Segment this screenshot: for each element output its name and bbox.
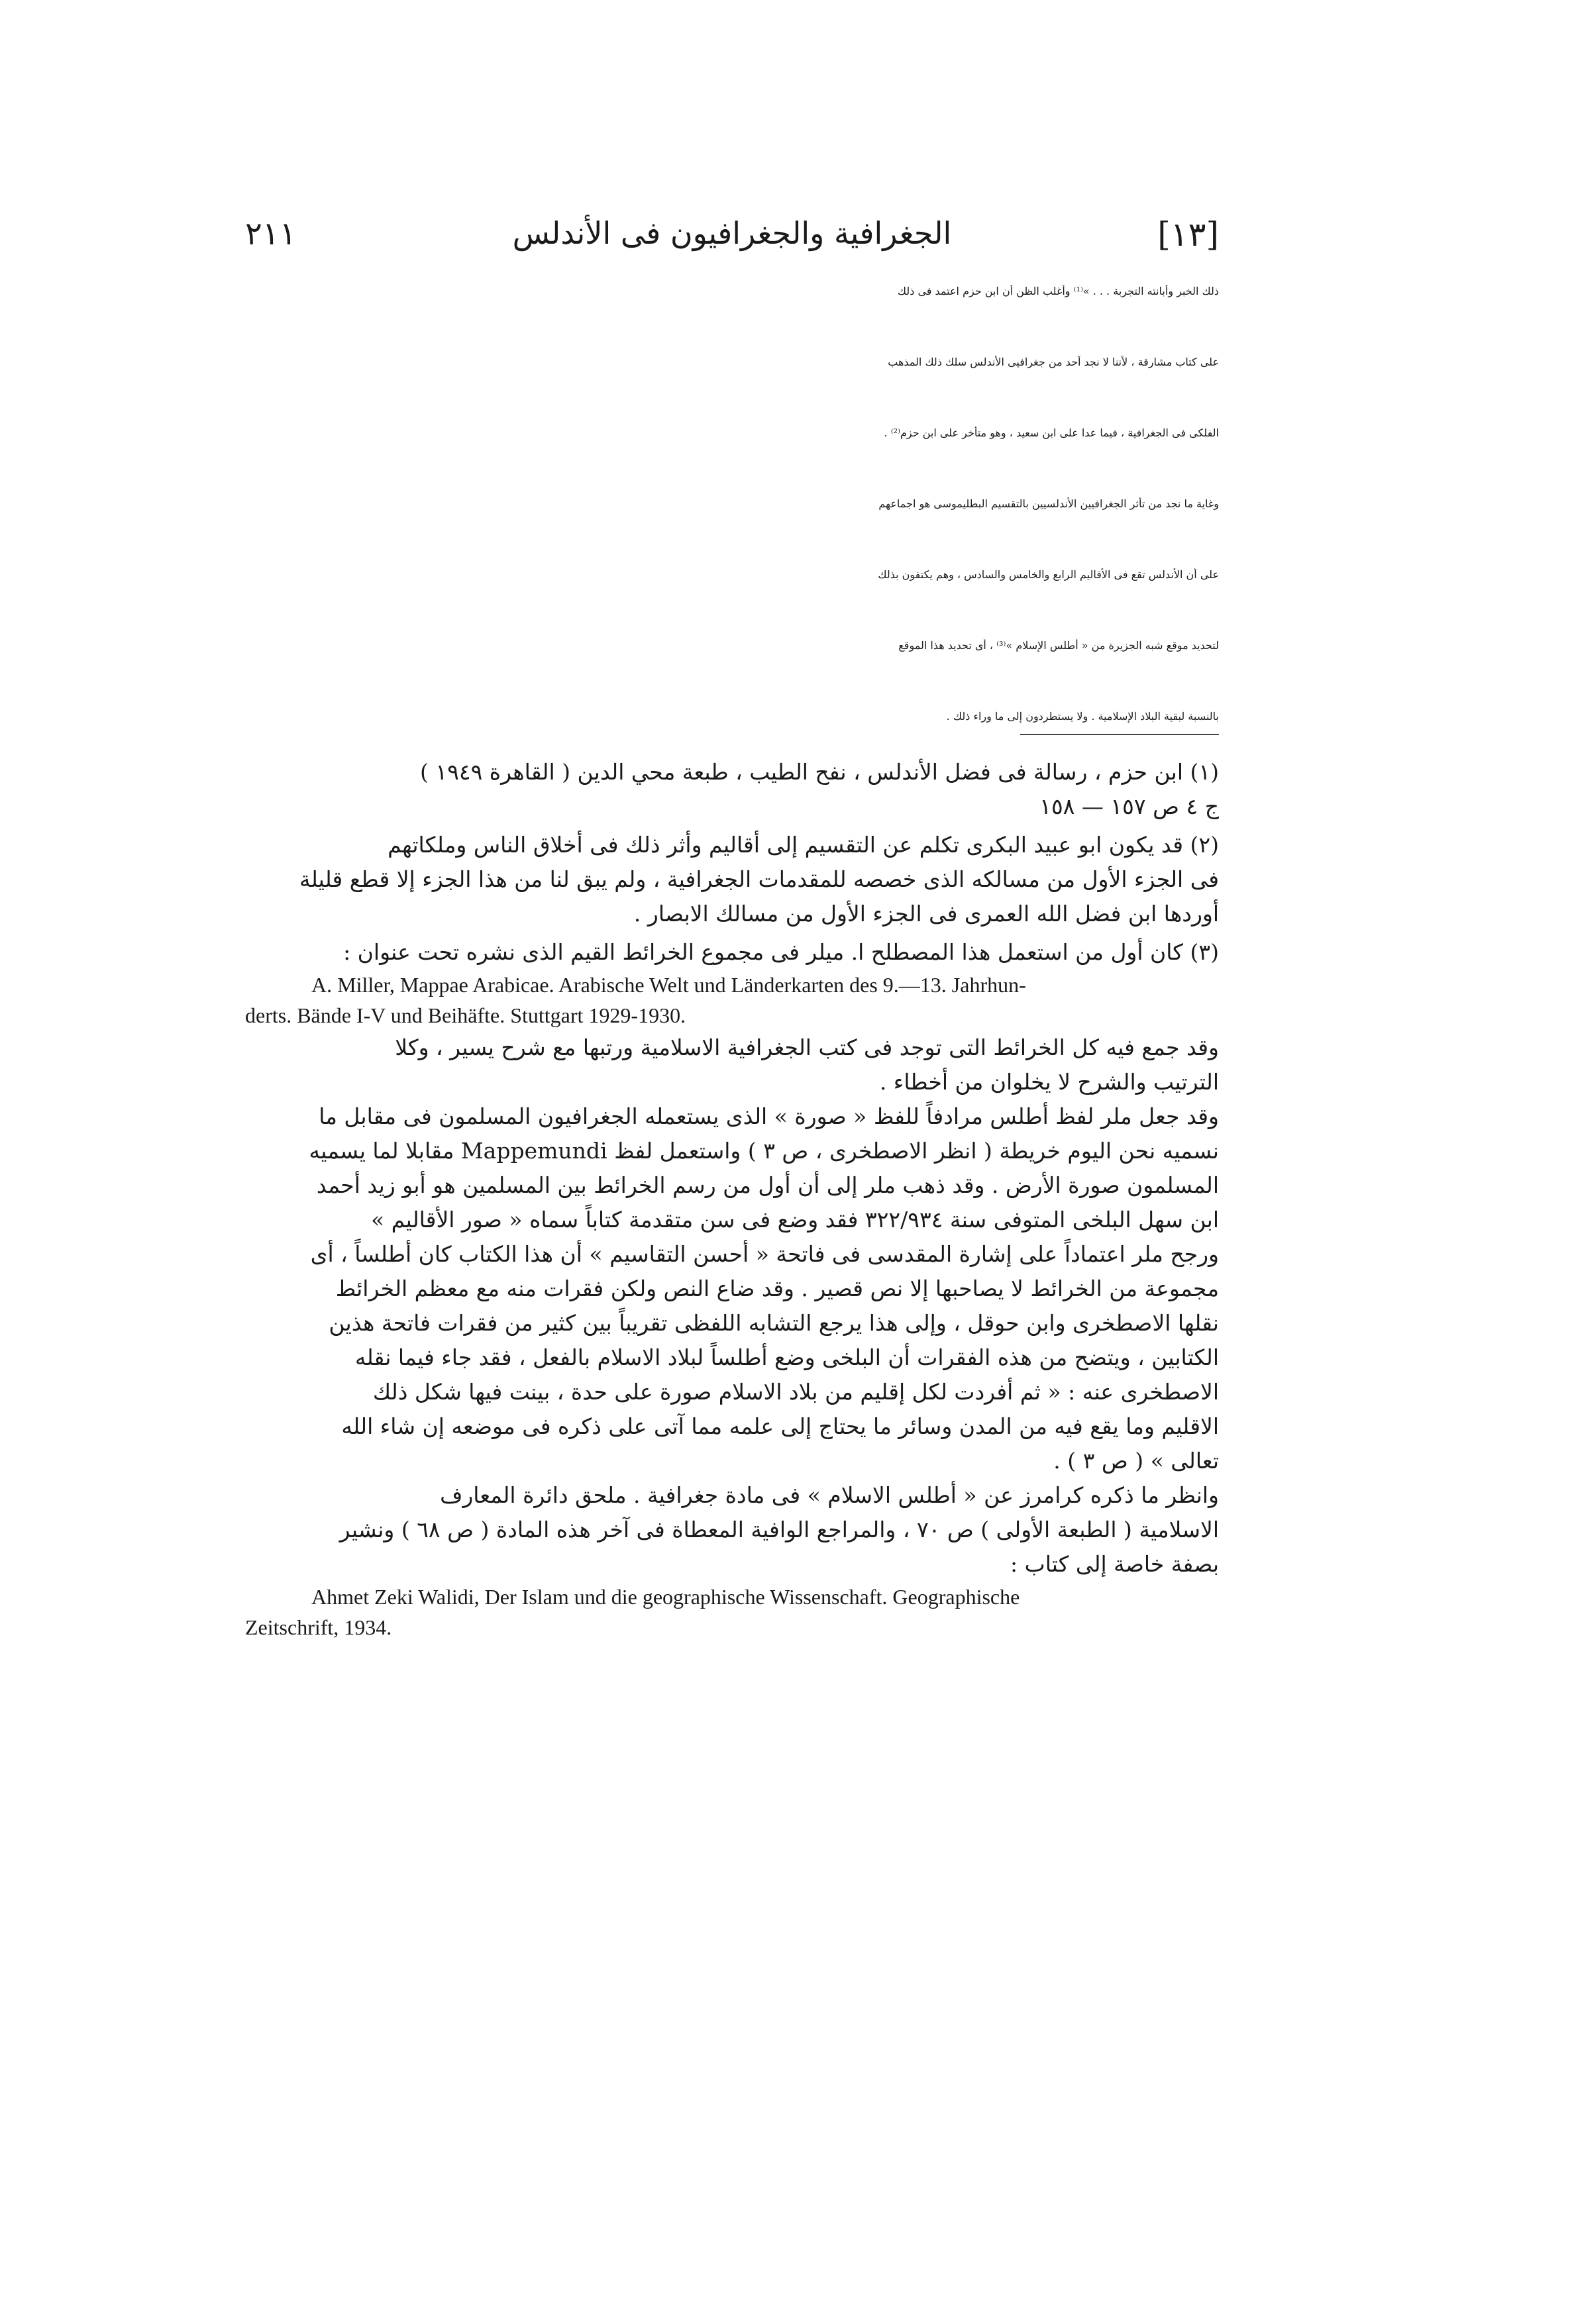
footnote-3-line: وانظر ما ذكره كرامرز عن « أطلس الاسلام » فى مادة جغرافية . ملحق دائرة المعارف — [440, 1482, 1219, 1508]
footnote-1-line: ج ٤ ص ١٥٧ — ١٥٨ — [1039, 793, 1219, 819]
body-line: ذلك الخبر وأبانته التجربة . . . »⁽¹⁾ وأغلب الظن أن ابن حزم اعتمد فى ذلك — [897, 285, 1219, 297]
main-text — [245, 285, 1219, 781]
footnote-3-line: مجموعة من الخرائط لا يصاحبها إلا نص قصير . وقد ضاع النص ولكن فقرات منه مع معظم الخرائط — [335, 1276, 1219, 1301]
footnote-3-line: وقد جمع فيه كل الخرائط التى توجد فى كتب الجغرافية الاسلامية ورتبها مع شرح يسير ، وكلا — [395, 1035, 1219, 1060]
body-line: بالنسبة لبقية البلاد الإسلامية . ولا يستطردون إلى ما وراء ذلك . — [946, 710, 1219, 723]
footnote-3-line: نقلها الاصطخرى وابن حوقل ، وإلى هذا يرجع التشابه اللفظى تقريباً بين كثير من فقرات فاتحة هذين — [329, 1310, 1219, 1336]
body-line: وغاية ما نجد من تأثر الجغرافيين الأندلسيين بالتقسيم البطليموسى هو اجماعهم — [878, 497, 1219, 510]
footnote-2-line: (٢) قد يكون ابو عبيد البكرى تكلم عن التقسيم إلى أقاليم وأثر ذلك فى أخلاق الناس وملكاتهم — [388, 832, 1219, 858]
footnote-3-line: وقد جعل ملر لفظ أطلس مرادفاً للفظ « صورة » الذى يستعمله الجغرافيون المسلمون فى مقابل ما — [319, 1103, 1219, 1129]
body-line: على أن الأندلس تقع فى الأقاليم الرابع والخامس والسادس ، وهم يكتفون بذلك — [878, 568, 1219, 581]
footnote-3-latin-ref: derts. Bände I-V und Beihäfte. Stuttgart 1929-1930. — [245, 1003, 686, 1027]
footnote-3-line: الاصطخرى عنه : « ثم أفردت لكل إقليم من بلاد الاسلام صورة على حدة ، بينت فيها شكل ذلك — [372, 1379, 1219, 1405]
body-line: الفلكى فى الجغرافية ، فيما عدا على ابن سعيد ، وهو متأخر على ابن حزم⁽²⁾ . — [884, 427, 1219, 439]
footnote-2-line: فى الجزء الأول من مسالكه الذى خصصه للمقدمات الجغرافية ، ولم يبق لنا من هذا الجزء إلا قطع قليلة — [299, 866, 1219, 892]
footnote-3-intro: (٣) كان أول من استعمل هذا المصطلح ا. ميلر فى مجموع الخرائط القيم الذى نشره تحت عنوان : — [343, 939, 1219, 965]
footnote-3-line: الكتابين ، ويتضح من هذه الفقرات أن البلخى وضع أطلساً لبلاد الاسلام بالفعل ، فقد جاء فيما نقله — [354, 1344, 1219, 1370]
footnote-3-line: الاسلامية ( الطبعة الأولى ) ص ٧٠ ، والمراجع الوافية المعطاة فى آخر هذه المادة ( ص ٦٨ ) ونشير — [339, 1517, 1219, 1542]
body-line: على كتاب مشارقة ، لأننا لا نجد أحد من جغرافيى الأندلس سلك ذلك المذهب — [888, 356, 1219, 368]
footnote-1-line: (١) ابن حزم ، رسالة فى فضل الأندلس ، نفح الطيب ، طبعة محي الدين ( القاهرة ١٩٤٩ ) — [420, 759, 1219, 785]
footnote-3-line: بصفة خاصة إلى كتاب : — [1010, 1551, 1219, 1577]
page-marker: [١٣] — [1157, 215, 1219, 254]
footnote-3-line: الترتيب والشرح لا يخلوان من أخطاء . — [879, 1069, 1219, 1095]
footnote-3-line: نسميه نحن اليوم خريطة ( انظر الاصطخرى ، ص ٣ ) واستعمل لفظ Mappemundi مقابلا لما يسميه — [309, 1138, 1219, 1164]
footnote-3-line: المسلمون صورة الأرض . وقد ذهب ملر إلى أن أول من رسم الخرائط بين المسلمين هو أبو زيد أحمد — [316, 1172, 1219, 1198]
footnote-3-latin-ref: Ahmet Zeki Walidi, Der Islam und die geographische Wissenschaft. Geographische — [311, 1585, 1020, 1609]
running-title: الجغرافية والجغرافيون فى الأندلس — [512, 215, 952, 251]
footnotes — [245, 755, 1219, 1642]
footnote-3-latin-ref: A. Miller, Mappae Arabicae. Arabische Welt und Länderkarten des 9.—13. Jahrhun- — [311, 973, 1026, 997]
page-header — [245, 215, 1219, 268]
footnote-3-line: ورجح ملر اعتماداً على إشارة المقدسى فى فاتحة « أحسن التقاسيم » أن هذا الكتاب كان أطلساً ، أى — [310, 1241, 1219, 1267]
footnote-3-latin-ref: Zeitschrift, 1934. — [245, 1615, 392, 1639]
footnote-3-line: الاقليم وما يقع فيه من المدن وسائر ما يحتاج إلى علمه مما آتى على ذكره فى موضعه إن شاء الله — [341, 1413, 1219, 1439]
folio-number: ٢١١ — [245, 215, 297, 252]
footnote-2-line: أوردها ابن فضل الله العمرى فى الجزء الأول من مسالك الابصار . — [633, 901, 1219, 927]
body-line: لتحديد موقع شبه الجزيرة من « أطلس الإسلام »⁽³⁾ ، أى تحديد هذا الموقع — [898, 639, 1219, 652]
footnote-separator — [1020, 734, 1219, 735]
footnote-3-line: ابن سهل البلخى المتوفى سنة ٣٢٢/٩٣٤ فقد وضع فى سن متقدمة كتاباً سماه « صور الأقاليم » — [370, 1207, 1219, 1233]
footnote-3-line: تعالى » ( ص ٣ ) . — [1053, 1448, 1219, 1474]
